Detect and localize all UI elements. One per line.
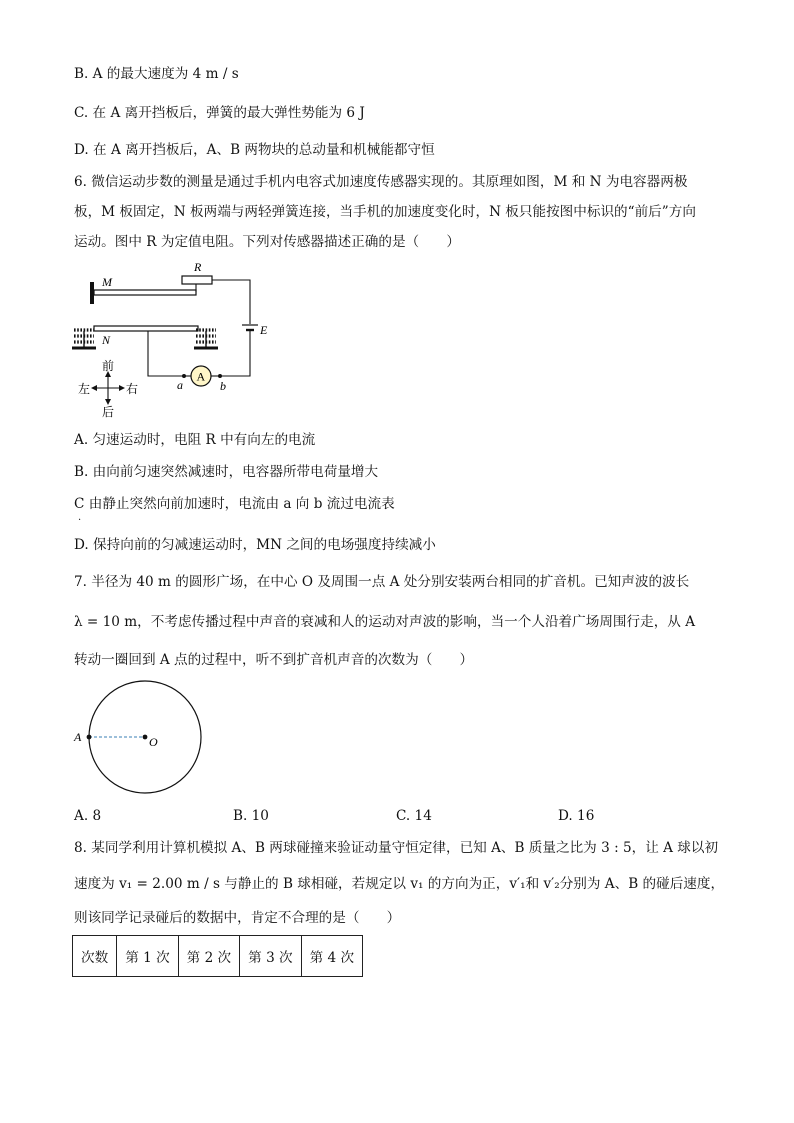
right-spring xyxy=(194,330,218,348)
label-a: a xyxy=(177,378,183,392)
q8-stem-line2: 速度为 v₁ = 2.00 m / s 与静止的 B 球相碰，若规定以 v₁ 的方向为正，v′₁和 v′₂分别为 A、B 的碰后速度， xyxy=(74,876,725,892)
q5-option-b: B. A 的最大速度为 4 m / s xyxy=(74,66,239,82)
point-a xyxy=(87,735,92,740)
q7-option-d: D. 16 xyxy=(558,808,595,824)
q7-option-c: C. 14 xyxy=(396,808,432,824)
label-b: b xyxy=(220,379,226,393)
wire-n-a xyxy=(148,331,184,376)
q5-option-d: D. 在 A 离开挡板后，A、B 两物块的总动量和机械能都守恒 xyxy=(74,142,435,158)
q7-stem-line2: λ = 10 m，不考虑传播过程中声音的衰减和人的运动对声波的影响，当一个人沿着广场周围行走，从 A xyxy=(74,614,696,630)
circle-plaza-figure xyxy=(70,680,220,800)
label-n: N xyxy=(102,333,111,347)
q7-stem-line1: 7. 半径为 40 m 的圆形广场，在中心 O 及周围一点 A 处分别安装两台相同的扩音机。已知声波的波长 xyxy=(74,574,690,590)
label-e: E xyxy=(260,323,268,337)
wire-e-b xyxy=(220,331,250,376)
q6-option-a: A. 匀速运动时，电阻 R 中有向左的电流 xyxy=(74,432,316,448)
q6-stem-line3: 运动。图中 R 为定值电阻。下列对传感器描述正确的是（ ） xyxy=(74,234,460,250)
plate-n xyxy=(94,326,198,331)
table-header-cell: 第 3 次 xyxy=(240,936,301,977)
capacitor-circuit-figure xyxy=(70,258,280,423)
dir-right: 右 xyxy=(126,382,139,396)
point-o xyxy=(143,735,148,740)
q6-option-b: B. 由向前匀速突然减速时，电容器所带电荷量增大 xyxy=(74,464,379,480)
q8-stem-line1: 8. 某同学利用计算机模拟 A、B 两球碰撞来验证动量守恒定律，已知 A、B 质量之比为 3 : 5，让 A 球以初 xyxy=(74,840,719,856)
q6-stem-line1: 6. 微信运动步数的测量是通过手机内电容式加速度传感器实现的。其原理如图，M 和 N 为电容器两极 xyxy=(74,174,688,190)
left-spring xyxy=(72,330,96,348)
label-a: A xyxy=(74,730,82,744)
dir-front: 前 xyxy=(102,359,115,373)
q6-option-c-dot: . xyxy=(78,512,82,523)
dir-back: 后 xyxy=(102,405,115,419)
q7-option-a: A. 8 xyxy=(74,808,102,824)
table-header-cell: 次数 xyxy=(73,936,117,977)
q6-option-c: C 由静止突然向前加速时，电流由 a 向 b 流过电流表 xyxy=(74,496,395,512)
table-header-cell: 第 2 次 xyxy=(178,936,239,977)
ammeter-label: A xyxy=(196,369,206,384)
table-header-cell: 第 4 次 xyxy=(301,936,362,977)
label-o: O xyxy=(149,735,158,749)
label-m: M xyxy=(102,275,112,289)
dir-left: 左 xyxy=(78,382,91,396)
q7-option-b: B. 10 xyxy=(233,808,269,824)
q7-stem-line3: 转动一圈回到 A 点的过程中，听不到扩音机声音的次数为（ ） xyxy=(74,652,474,668)
collision-data-table xyxy=(72,935,363,977)
table-header-cell: 第 1 次 xyxy=(117,936,178,977)
q8-stem-line3: 则该同学记录碰后的数据中，肯定不合理的是（ ） xyxy=(74,910,401,926)
wire-r-e xyxy=(212,280,250,324)
table-header-row xyxy=(73,936,363,977)
plate-m xyxy=(94,290,196,295)
q6-option-d: D. 保持向前的匀减速运动时，MN 之间的电场强度持续减小 xyxy=(74,537,436,553)
label-r: R xyxy=(194,260,202,274)
resistor-r xyxy=(182,276,212,284)
q6-stem-line2: 板，M 板固定，N 板两端与两轻弹簧连接，当手机的加速度变化时，N 板只能按图中标识的“前后”方向 xyxy=(74,204,696,220)
q5-option-c: C. 在 A 离开挡板后，弹簧的最大弹性势能为 6 J xyxy=(74,105,365,121)
direction-arrows xyxy=(91,371,125,405)
